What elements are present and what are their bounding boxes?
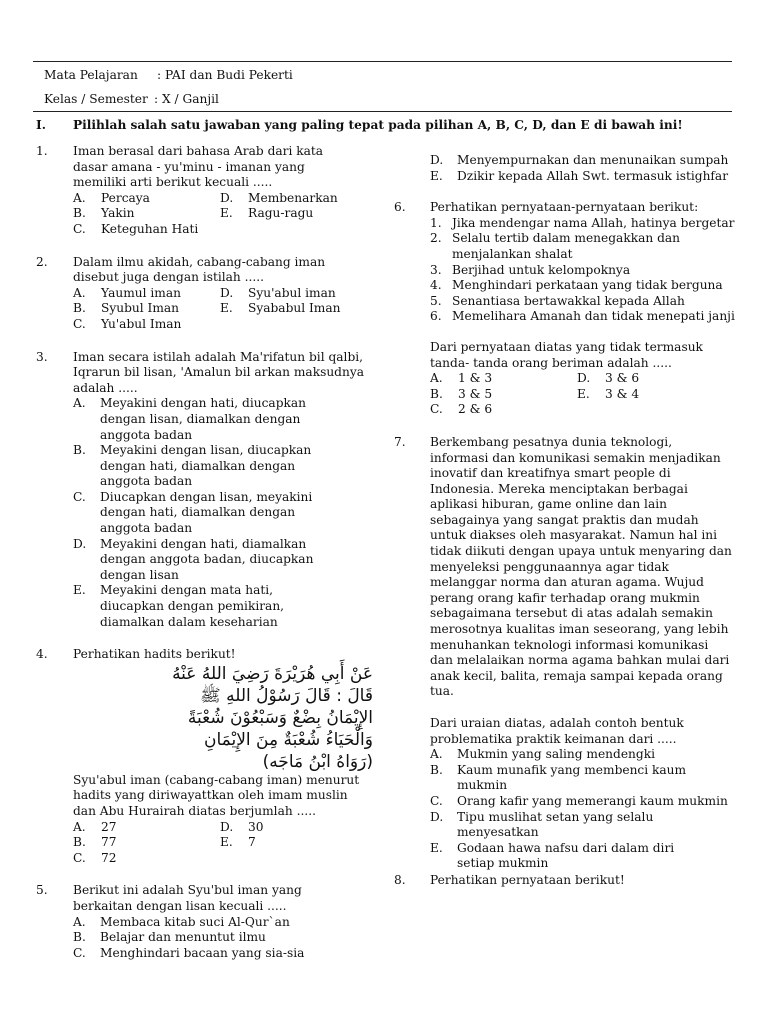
option-letter: C. [73,316,86,331]
option-letter: A. [430,371,443,386]
option-letter: E. [220,301,233,316]
option-letter: C. [73,221,86,236]
option-d[interactable] [430,153,739,169]
option-text: 3 & 5 [458,386,493,401]
question-text: Perhatikan hadits berikut! [73,647,236,662]
options [73,820,376,867]
option-a[interactable] [430,747,739,763]
option-text: Kaum munafik yang membenci kaum mukmin [457,762,687,793]
question-text: Dalam ilmu akidah, cabang-cabang iman disebut juga dengan istilah ..... [73,254,326,285]
option-d[interactable] [220,286,400,302]
option-d[interactable] [220,820,400,836]
question-3 [36,350,376,631]
question-text-continued: Dari pernyataan diatas yang tidak termasuk tanda- tanda orang beriman adalah ..... [430,339,703,370]
statement-text: Memelihara Amanah dan tidak menepati janji [452,309,735,324]
statement-number: 5. [430,293,442,308]
statement-text: Jika mendengar nama Allah, hatinya bergetar [452,215,735,230]
header-top-rule [33,61,732,62]
options [73,915,376,962]
option-text: Membenarkan [248,190,338,205]
option-a[interactable] [73,396,376,443]
question-8 [394,873,739,889]
option-d[interactable] [73,537,376,584]
option-b[interactable] [73,206,220,222]
option-b[interactable] [73,301,220,317]
option-letter: C. [430,402,443,417]
question-number: 1. [36,144,48,158]
option-text: 77 [101,835,117,850]
option-d[interactable] [430,810,739,841]
option-c[interactable] [73,946,376,962]
statement-text: Berjihad untuk kelompoknya [452,262,631,277]
question-number: 8. [394,872,406,887]
option-c[interactable] [73,851,220,867]
option-e[interactable] [73,583,376,630]
hadith-line: وَالْحَيَاءُ شُعْبَةٌ مِنَ الإِيْمَانِ [204,729,373,750]
question-6 [394,200,739,418]
option-letter: B. [73,206,86,221]
option-b[interactable] [430,387,577,403]
option-text: Meyakini dengan mata hati, diucapkan dengan pemikiran, diamalkan dalam keseharian [100,583,285,629]
question-5-options-continued [394,153,739,184]
options [73,286,376,333]
option-text: Godaan hawa nafsu dari dalam diri setiap mukmin [457,840,675,871]
option-text: Dzikir kepada Allah Swt. termasuk istighfar [457,168,729,183]
question-number: 2. [36,254,48,269]
section-number: I. [36,118,46,132]
option-text: Syababul Iman [248,301,341,316]
question-number: 4. [36,647,48,662]
question-number: 5. [36,883,48,898]
option-text: Ragu-ragu [248,206,314,221]
statement-text: Senantiasa bertawakkal kepada Allah [452,293,685,308]
option-text: Menghindari bacaan yang sia-sia [100,945,305,960]
option-e[interactable] [430,169,739,185]
option-letter: A. [73,285,86,300]
question-text: Iman berasal dari bahasa Arab dari kata dasar amana - yu'minu - imanan yang memiliki arti berikut kecuali ..... [73,144,324,190]
question-text-continued: Syu'abul iman (cabang-cabang iman) menurut hadits yang diriwayattkan oleh imam muslin dan Abu Hurairah diatas berjumlah ..... [73,772,360,818]
option-a[interactable] [73,820,220,836]
question-number: 7. [394,434,406,449]
hadith-arabic-text [73,663,373,773]
question-number: 3. [36,349,48,364]
options [430,747,739,872]
statement-item [430,294,739,310]
option-letter: E. [220,835,233,850]
option-text: Percaya [101,190,150,205]
option-text: Tipu muslihat setan yang selalu menyesatkan [457,809,654,840]
statement-list [430,216,739,325]
option-a[interactable] [73,915,376,931]
option-text: Menyempurnakan dan menunaikan sumpah [457,153,729,167]
question-7 [394,435,739,872]
hadith-line: الإِيْمَانُ بِضْعٌ وَسَبْعُوْنَ شُعْبَةً [187,707,373,728]
question-text-continued: Dari uraian diatas, adalah contoh bentuk problematika praktik keimanan dari ..... [430,716,684,746]
question-text: Iman secara istilah adalah Ma'rifatun bil qalbi, Iqrarun bil lisan, 'Amalun bil arkan maksudnya adalah ..... [73,349,364,395]
option-c[interactable] [430,794,739,810]
option-b[interactable] [73,930,376,946]
option-letter: B. [430,386,443,401]
option-text: 1 & 3 [458,371,493,386]
subject-label: Mata Pelajaran [44,68,138,82]
header-bottom-rule [33,111,732,112]
option-letter: A. [73,396,86,411]
option-d[interactable] [577,371,757,387]
option-letter: B. [73,443,86,458]
option-letter: C. [73,489,86,504]
option-letter: D. [220,190,234,205]
option-letter: E. [73,583,86,598]
option-text: 7 [248,835,256,850]
option-e[interactable] [577,387,757,403]
option-letter: B. [73,301,86,316]
option-text: Mukmin yang saling mendengki [457,747,655,762]
subject-value: : PAI dan Budi Pekerti [157,68,293,82]
option-e[interactable] [220,206,400,222]
option-letter: D. [430,809,444,824]
option-b[interactable] [73,443,376,490]
option-letter: C. [73,850,86,865]
option-text: 3 & 6 [605,371,640,386]
option-letter: E. [577,386,590,401]
option-letter: D. [430,153,444,167]
option-letter: E. [430,840,443,855]
statement-item [430,231,739,262]
option-text: Yu'abul Iman [101,316,182,331]
question-text: Berikut ini adalah Syu'bul iman yang berkaitan dengan lisan kecuali ..... [73,883,302,913]
right-column [394,153,739,889]
option-text: 30 [248,819,264,834]
option-text: Keteguhan Hati [101,221,199,236]
option-letter: E. [430,168,443,183]
question-1 [36,144,376,238]
option-text: Meyakini dengan hati, diucapkan dengan lisan, diamalkan dengan anggota badan [100,396,307,442]
option-c[interactable] [73,490,376,537]
option-letter: D. [220,285,234,300]
statement-number: 6. [430,309,442,324]
option-letter: C. [430,793,443,808]
option-text: 72 [101,850,117,865]
statement-number: 4. [430,278,442,293]
option-letter: A. [430,747,443,762]
option-letter: E. [220,206,233,221]
section-instruction: Pilihlah salah satu jawaban yang paling tepat pada pilihan A, B, C, D, dan E di bawah ini! [73,118,683,132]
left-column [36,144,376,961]
question-2 [36,255,376,333]
statement-number: 2. [430,231,442,246]
question-text: Perhatikan pernyataan-pernyataan berikut: [430,200,699,215]
option-b[interactable] [73,835,220,851]
statement-item [430,278,739,294]
question-number: 6. [394,200,406,215]
option-letter: D. [73,536,87,551]
option-letter: D. [577,371,591,386]
option-text: Meyakini dengan lisan, diucapkan dengan hati, diamalkan dengan anggota badan [100,443,312,489]
option-letter: D. [220,819,234,834]
option-text: Yaumul iman [101,285,181,300]
statement-number: 3. [430,262,442,277]
option-letter: A. [73,819,86,834]
options [73,191,376,238]
option-text: 2 & 6 [458,402,493,417]
option-letter: B. [73,930,86,945]
option-text: Diucapkan dengan lisan, meyakini dengan hati, diamalkan dengan anggota badan [100,489,313,536]
option-b[interactable] [430,763,739,794]
option-text: 3 & 4 [605,386,640,401]
question-4 [36,647,376,866]
option-letter: B. [73,835,86,850]
option-text: Membaca kitab suci Al-Qur`an [100,914,290,929]
option-e[interactable] [430,841,739,872]
option-c[interactable] [73,317,220,333]
question-text: Perhatikan pernyataan berikut! [430,872,625,887]
class-label: Kelas / Semester [44,92,148,106]
hadith-line: عَنْ أَبِي هُرَيْرَةَ رَضِيَ اللهُ عَنْهُ [172,663,373,684]
hadith-line: (رَوَاهُ ابْنُ مَاجَه) [262,751,373,772]
option-text: Orang kafir yang memerangi kaum mukmin [457,793,728,808]
option-text: Syubul Iman [101,301,179,316]
option-a[interactable] [73,191,220,207]
option-text: Yakin [101,206,135,221]
statement-text: Menghindari perkataan yang tidak berguna [452,278,723,293]
option-e[interactable] [220,835,400,851]
options [73,396,376,630]
statement-item [430,263,739,279]
option-text: 27 [101,819,117,834]
statement-number: 1. [430,215,442,230]
question-5 [36,883,376,961]
option-text: Belajar dan menuntut ilmu [100,930,266,945]
statement-text: Selalu tertib dalam menegakkan dan menjalankan shalat [452,231,680,261]
hadith-line: قَالَ : قَالَ رَسُوْلُ اللهِ ﷺ [200,685,373,706]
option-letter: A. [73,914,86,929]
option-letter: B. [430,762,443,777]
class-value: : X / Ganjil [154,92,219,106]
option-c[interactable] [430,402,577,418]
option-c[interactable] [73,222,220,238]
option-letter: A. [73,190,86,205]
question-text: Berkembang pesatnya dunia teknologi, informasi dan komunikasi semakin menjadikan inovatif dan kreatifnya smart people di Indonesia. Mereka menciptakan berbagai aplikasi hiburan, game online dan lain sebagainya yang sangat praktis dan mudah untuk diakses oleh masyarakat. Namun hal ini tidak diikuti dengan upaya untuk menyaring dan menyeleksi penggunaannya agar tidak melanggar norma dan aturan agama. Wujud perang orang kafir terhadap orang mukmin sebagaimana tersebut di atas adalah semakin merosotnya kualitas iman seseorang, yang lebih menuhankan teknologi informasi komunikasi dan melalaikan norma agama bahkan mulai dari anak kecil, balita, remaja sampai kepada orang tua. [430,434,732,699]
options [430,371,739,418]
option-letter: C. [73,945,86,960]
option-text: Syu'abul iman [248,285,336,300]
option-e[interactable] [220,301,400,317]
option-a[interactable] [73,286,220,302]
statement-item [430,309,739,325]
option-text: Meyakini dengan hati, diamalkan dengan anggota badan, diucapkan dengan lisan [100,536,314,582]
option-d[interactable] [220,191,400,207]
statement-item [430,216,739,232]
option-a[interactable] [430,371,577,387]
